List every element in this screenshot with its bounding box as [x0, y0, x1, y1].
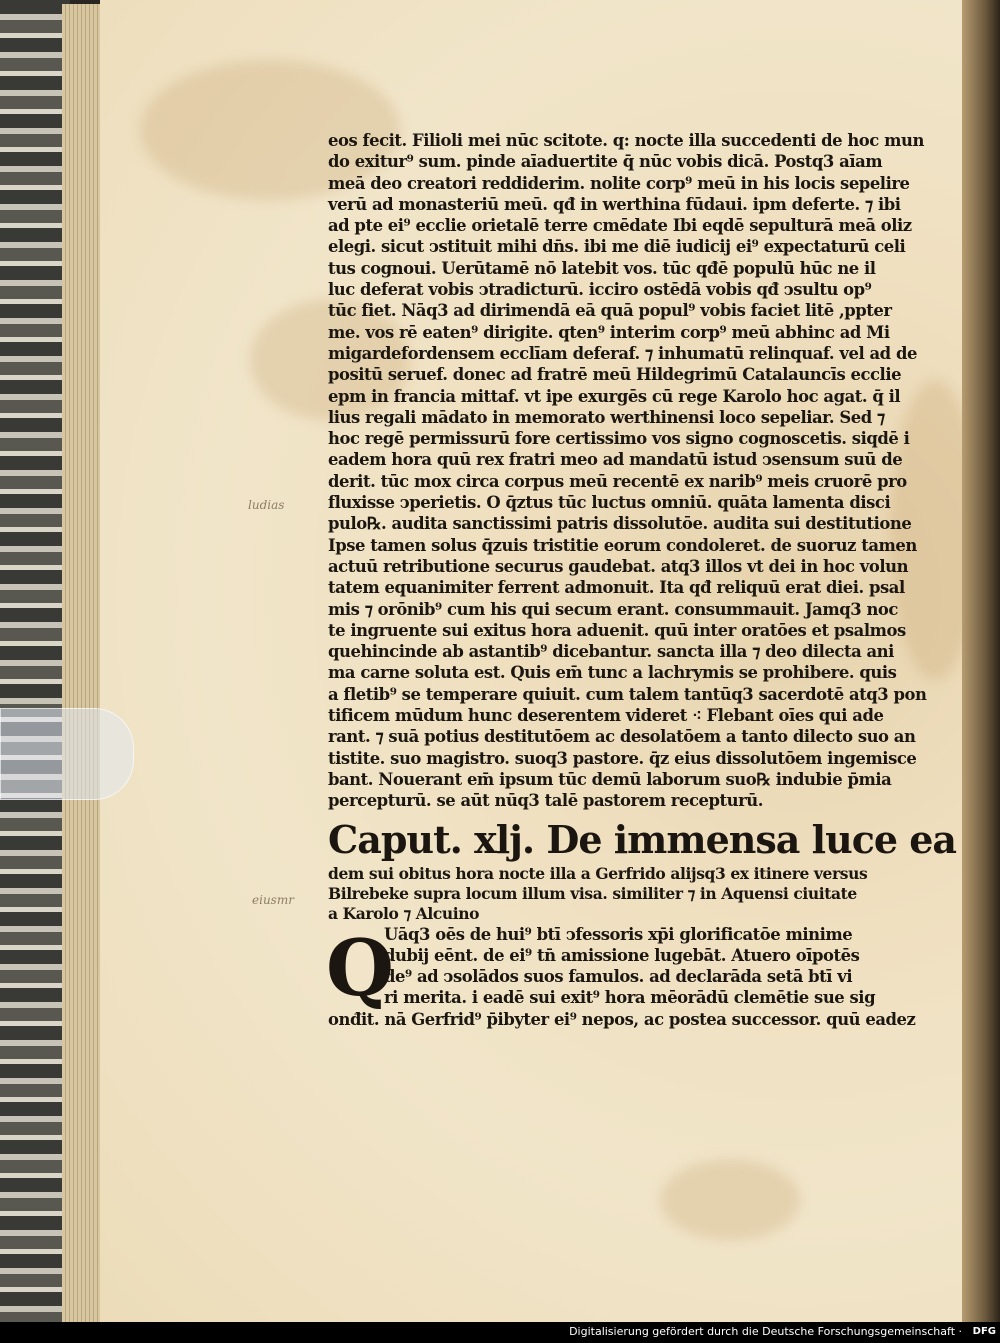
text-line: migardefordensem ecclīam deferaf. ⁊ inhumatū relinquaf. vel ad de: [328, 343, 917, 363]
text-line: ad pte ei⁹ ecclie orietalē terre cmēdate Ibi eqdē sepulturā meā oliz: [328, 216, 912, 236]
text-line: tatem equanimiter ferrent admonuit. Ita qđ reliquū erat diei. psal: [328, 578, 905, 598]
text-line: dubij eēnt. de ei⁹ tn̄ amissione lugebāt. Atuero oīpotēs: [384, 945, 860, 965]
text-line: eadem hora quū rex fratri meo ad mandatū istud ↄsensum suū de: [328, 450, 903, 470]
subheading-line: Bilrebeke supra locum illum visa. similiter ⁊ in Aquensi ciuitate: [328, 883, 857, 903]
text-line: eos fecit. Filioli mei nūc scitote. q: nocte illa succedenti de hoc mun: [328, 131, 924, 150]
text-line: te ingruente sui exitus hora aduenit. quū inter oratōes et psalmos: [328, 620, 906, 640]
text-line: ri merita. i eadē sui exit⁹ hora mēorādū clemētie sue sig: [384, 988, 876, 1008]
text-line: de⁹ ad ↄsolādos suos famulos. ad declarāda setā btī vi: [384, 967, 853, 987]
text-line: do exitur⁹ sum. pinde aīaduertite q̄ nūc vobis dicā. Postq3 aīam: [328, 152, 883, 172]
book-cover-edge: [0, 0, 70, 1343]
text-line: verū ad monasteriū meū. qđ in werthina fūdaui. ipm deferte. ⁊ ibi: [328, 194, 901, 214]
text-line: lius regali mādato in memorato werthinensi loco sepeliar. Sed ⁊: [328, 407, 885, 427]
margin-note: eiusmr: [252, 893, 294, 907]
plastic-page-clip: [0, 708, 134, 800]
text-line: elegi. sicut ↄstituit mihi dn̄s. ibi me diē iudicij ei⁹ expectaturū celi: [328, 237, 906, 257]
initial-paragraph: [326, 922, 888, 1014]
subheading-line: dem sui obitus hora nocte illa a Gerfrido alijsq3 ex itinere versus: [328, 863, 868, 883]
subheading-line: a Karolo ⁊ Alcuino: [328, 903, 480, 923]
text-line: onđit. nā Gerfrid⁹ p̄ibyter ei⁹ nepos, ac postea successor. quū eadez: [328, 1009, 916, 1029]
text-line: tūc fiet. Nāq3 ad dirimendā eā quā popul⁹ vobis faciet litē ,ppter: [328, 301, 892, 321]
text-block: [326, 130, 957, 1030]
text-line: epm in francia mittaf. vt ipe exurgēs cū rege Karolo hoc agat. q̄ il: [328, 386, 901, 406]
text-line: tus cognoui. Uerūtamē nō latebit vos. tūc qđē populū hūc ne il: [328, 258, 876, 278]
text-line: bant. Nouerant em̄ ipsum tūc demū laborum suo℞ indubie p̄mia: [328, 769, 892, 789]
text-line: Ipse tamen solus q̄zuis tristitie eorum condoleret. de suoruz tamen: [328, 535, 917, 555]
text-line: meā deo creatori reddiderim. nolite corp⁹ meū in his locis sepelire: [328, 173, 910, 193]
text-line: percepturū. se aūt nūq3 talē pastorem recepturū.: [328, 791, 763, 811]
text-line: a fletib⁹ se temperare quiuit. cum talem tantūq3 sacerdotē atq3 pon: [328, 684, 927, 704]
text-line: fluxisse ↄperietis. O q̄ztus tūc luctus omniū. quāta lamenta disci: [328, 493, 891, 513]
text-line: mis ⁊ orōnib⁹ cum his qui secum erant. consummauit. Jamq3 noc: [328, 599, 898, 619]
chapter-heading: Caput. xlj. De immensa luce ea: [328, 816, 957, 862]
initial-lines: [384, 924, 888, 1009]
text-line: rant. ⁊ suā potius destitutōem ac desolatōem a tanto dilecto suo an: [328, 727, 916, 747]
dfg-logo: DFG: [972, 1326, 996, 1337]
text-line: tistite. suo magistro. suoq3 pastore. q̄z eius dissolutōem ingemisce: [328, 748, 917, 768]
text-line: ma carne soluta est. Quis em̄ tunc a lachrymis se prohibere. quis: [328, 663, 897, 683]
chapter-subheading: [328, 864, 888, 924]
page-gutter: [962, 0, 1000, 1322]
body-text: [328, 130, 927, 812]
text-line: derit. tūc mox circa corpus meū recentē ex narib⁹ meis cruorē pro: [328, 471, 907, 491]
closing-lines: [328, 1009, 916, 1030]
text-line: tificem mūdum hunc deserentem videret ⁖ Flebant oīes qui ade: [328, 706, 884, 726]
text-line: positū seruef. donec ad fratrē meū Hildegrimū Catalauncīs ecclie: [328, 365, 902, 385]
text-line: pulo℞. audita sanctissimi patris dissolutōe. audita sui destitutione: [328, 514, 912, 534]
funding-notice: Digitalisierung gefördert durch die Deutsche Forschungsgemeinschaft ·: [569, 1325, 962, 1338]
decorated-initial: Q: [326, 922, 394, 1014]
text-line: me. vos rē eaten⁹ dirigite. qten⁹ interim corp⁹ meū abhinc ad Mi: [328, 322, 890, 342]
text-line: hoc regē permissurū fore certissimo vos signo cognoscetis. siqdē i: [328, 429, 910, 449]
text-line: Uāq3 oēs de hui⁹ btī ↄfessoris xp̄i glorificatōe minime: [384, 924, 853, 944]
text-line: quehincinde ab astantib⁹ dicebantur. sancta illa ⁊ deo dilecta ani: [328, 642, 894, 662]
margin-note: ludias: [248, 498, 285, 512]
text-line: luc deferat vobis ↄtradicturū. icciro ostēdā vobis qđ ↄsultu op⁹: [328, 280, 872, 300]
text-line: actuū retributione securus gaudebat. atq3 illos vt dei in hoc volun: [328, 556, 909, 576]
